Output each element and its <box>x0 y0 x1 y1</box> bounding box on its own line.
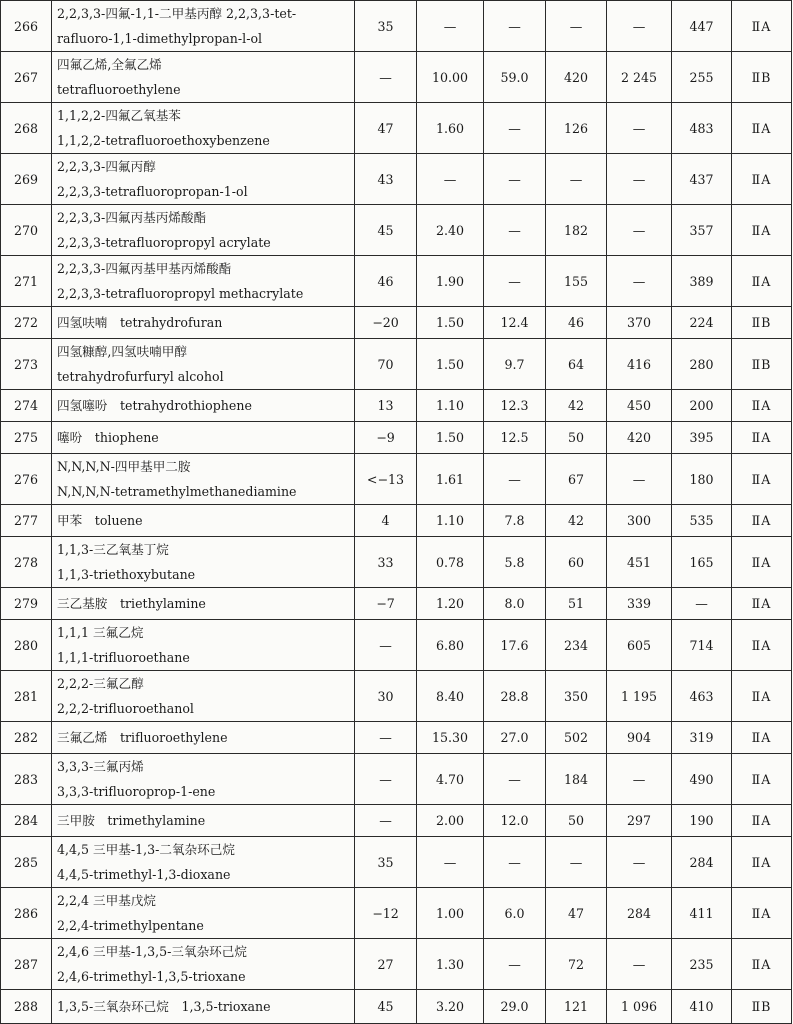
row-number: 269 <box>1 154 52 205</box>
upper-limit-mass-value: 300 <box>607 505 672 537</box>
upper-limit-mass-value: 297 <box>607 805 672 837</box>
lower-limit-mass-value: 350 <box>546 671 607 722</box>
row-number: 271 <box>1 256 52 307</box>
table-row <box>1 1 792 52</box>
table-row <box>1 671 792 722</box>
row-number: 284 <box>1 805 52 837</box>
upper-limit-mass-value: — <box>607 256 672 307</box>
ignition-temperature-value: 357 <box>672 205 732 256</box>
equipment-group-value: ⅡA <box>732 454 792 505</box>
lower-limit-vol-value: 1.10 <box>417 505 484 537</box>
substance-name-line: 1,1,2,2-四氟乙氧基苯 <box>57 108 181 123</box>
substance-name-line: 四氢呋喃 tetrahydrofuran <box>57 315 223 330</box>
upper-limit-mass-value: 1 096 <box>607 990 672 1024</box>
equipment-group-value: ⅡA <box>732 620 792 671</box>
ignition-temperature-value: 180 <box>672 454 732 505</box>
lower-limit-vol-value: 1.30 <box>417 939 484 990</box>
lower-limit-mass-value: — <box>546 1 607 52</box>
ignition-temperature-value: 224 <box>672 307 732 339</box>
substance-name <box>52 620 355 671</box>
upper-limit-mass-value: 450 <box>607 390 672 422</box>
ignition-temperature-value: 483 <box>672 103 732 154</box>
substance-name-line: 4,4,5 三甲基-1,3-二氧杂环己烷 <box>57 842 235 857</box>
equipment-group-value: ⅡA <box>732 837 792 888</box>
substance-name <box>52 537 355 588</box>
lower-limit-vol-value: 0.78 <box>417 537 484 588</box>
flash-point-value: 27 <box>355 939 417 990</box>
lower-limit-vol-value: 1.10 <box>417 390 484 422</box>
substance-name-line: 2,2,2-三氟乙醇 <box>57 676 144 691</box>
table-row <box>1 390 792 422</box>
flash-point-value: 45 <box>355 205 417 256</box>
upper-limit-mass-value: — <box>607 454 672 505</box>
upper-limit-vol-value: 6.0 <box>484 888 546 939</box>
upper-limit-mass-value: — <box>607 939 672 990</box>
equipment-group-value: ⅡA <box>732 754 792 805</box>
flash-point-value: 4 <box>355 505 417 537</box>
lower-limit-mass-value: 42 <box>546 390 607 422</box>
upper-limit-vol-value: 12.4 <box>484 307 546 339</box>
upper-limit-mass-value: — <box>607 103 672 154</box>
substance-name-line: 1,1,2,2-tetrafluoroethoxybenzene <box>57 133 270 148</box>
lower-limit-vol-value: 1.61 <box>417 454 484 505</box>
lower-limit-mass-value: 502 <box>546 722 607 754</box>
upper-limit-mass-value: 451 <box>607 537 672 588</box>
row-number: 287 <box>1 939 52 990</box>
lower-limit-vol-value: — <box>417 1 484 52</box>
equipment-group-value: ⅡA <box>732 505 792 537</box>
substance-name-line: 2,2,2-trifluoroethanol <box>57 701 194 716</box>
substance-name <box>52 103 355 154</box>
table-row <box>1 805 792 837</box>
upper-limit-mass-value: 605 <box>607 620 672 671</box>
table-row <box>1 990 792 1024</box>
lower-limit-mass-value: — <box>546 154 607 205</box>
upper-limit-vol-value: — <box>484 154 546 205</box>
flash-point-value: −20 <box>355 307 417 339</box>
lower-limit-vol-value: 3.20 <box>417 990 484 1024</box>
upper-limit-mass-value: 339 <box>607 588 672 620</box>
upper-limit-mass-value: 420 <box>607 422 672 454</box>
substance-name <box>52 722 355 754</box>
substance-name-line: 2,2,4 三甲基戊烷 <box>57 893 157 908</box>
substance-name-line: 1,1,1-trifluoroethane <box>57 650 190 665</box>
substance-name-line: 2,2,3,3-四氟丙基甲基丙烯酸酯 <box>57 261 232 276</box>
upper-limit-vol-value: 27.0 <box>484 722 546 754</box>
lower-limit-mass-value: 47 <box>546 888 607 939</box>
table-row <box>1 722 792 754</box>
flash-point-value: 47 <box>355 103 417 154</box>
ignition-temperature-value: 190 <box>672 805 732 837</box>
substance-name-line: 2,2,4-trimethylpentane <box>57 918 204 933</box>
substance-name-line: 1,3,5-三氧杂环己烷 1,3,5-trioxane <box>57 999 271 1014</box>
lower-limit-mass-value: 121 <box>546 990 607 1024</box>
table-row <box>1 154 792 205</box>
substance-name-line: rafluoro-1,1-dimethylpropan-l-ol <box>57 31 263 46</box>
substance-name <box>52 205 355 256</box>
lower-limit-mass-value: 46 <box>546 307 607 339</box>
lower-limit-mass-value: 126 <box>546 103 607 154</box>
row-number: 267 <box>1 52 52 103</box>
table-row <box>1 205 792 256</box>
equipment-group-value: ⅡA <box>732 537 792 588</box>
flash-point-value: −12 <box>355 888 417 939</box>
substance-name-line: 三甲胺 trimethylamine <box>57 813 206 828</box>
lower-limit-vol-value: — <box>417 154 484 205</box>
substance-name <box>52 671 355 722</box>
lower-limit-vol-value: 4.70 <box>417 754 484 805</box>
substance-name <box>52 339 355 390</box>
upper-limit-vol-value: — <box>484 837 546 888</box>
table-row <box>1 505 792 537</box>
lower-limit-vol-value: 1.50 <box>417 339 484 390</box>
table-row <box>1 422 792 454</box>
substance-name <box>52 588 355 620</box>
upper-limit-mass-value: 1 195 <box>607 671 672 722</box>
upper-limit-vol-value: 59.0 <box>484 52 546 103</box>
equipment-group-value: ⅡB <box>732 52 792 103</box>
equipment-group-value: ⅡA <box>732 888 792 939</box>
lower-limit-vol-value: 15.30 <box>417 722 484 754</box>
ignition-temperature-value: 200 <box>672 390 732 422</box>
row-number: 275 <box>1 422 52 454</box>
upper-limit-vol-value: 12.3 <box>484 390 546 422</box>
equipment-group-value: ⅡB <box>732 990 792 1024</box>
substance-name-line: N,N,N,N-tetramethylmethanediamine <box>57 484 297 499</box>
equipment-group-value: ⅡB <box>732 339 792 390</box>
upper-limit-vol-value: — <box>484 454 546 505</box>
upper-limit-mass-value: 284 <box>607 888 672 939</box>
row-number: 278 <box>1 537 52 588</box>
lower-limit-vol-value: 1.60 <box>417 103 484 154</box>
substance-name-line: 三氟乙烯 trifluoroethylene <box>57 730 228 745</box>
upper-limit-mass-value: 904 <box>607 722 672 754</box>
equipment-group-value: ⅡA <box>732 390 792 422</box>
upper-limit-vol-value: — <box>484 754 546 805</box>
substance-name <box>52 1 355 52</box>
ignition-temperature-value: 389 <box>672 256 732 307</box>
substance-name <box>52 754 355 805</box>
equipment-group-value: ⅡA <box>732 154 792 205</box>
lower-limit-mass-value: 184 <box>546 754 607 805</box>
equipment-group-value: ⅡA <box>732 939 792 990</box>
ignition-temperature-value: 437 <box>672 154 732 205</box>
substance-name-line: N,N,N,N-四甲基甲二胺 <box>57 459 191 474</box>
flash-point-value: 70 <box>355 339 417 390</box>
row-number: 277 <box>1 505 52 537</box>
upper-limit-vol-value: — <box>484 939 546 990</box>
row-number: 286 <box>1 888 52 939</box>
ignition-temperature-value: 411 <box>672 888 732 939</box>
upper-limit-vol-value: 5.8 <box>484 537 546 588</box>
upper-limit-vol-value: — <box>484 103 546 154</box>
substance-name <box>52 154 355 205</box>
flash-point-value: 43 <box>355 154 417 205</box>
substance-name-line: 三乙基胺 triethylamine <box>57 596 206 611</box>
upper-limit-vol-value: 12.0 <box>484 805 546 837</box>
ignition-temperature-value: 447 <box>672 1 732 52</box>
ignition-temperature-value: 284 <box>672 837 732 888</box>
lower-limit-mass-value: — <box>546 837 607 888</box>
row-number: 276 <box>1 454 52 505</box>
substance-name <box>52 805 355 837</box>
upper-limit-mass-value: — <box>607 837 672 888</box>
substance-name-line: tetrafluoroethylene <box>57 82 181 97</box>
substance-name <box>52 837 355 888</box>
equipment-group-value: ⅡA <box>732 103 792 154</box>
lower-limit-mass-value: 67 <box>546 454 607 505</box>
substance-name-line: 噻吩 thiophene <box>57 430 159 445</box>
substance-name-line: tetrahydrofurfuryl alcohol <box>57 369 224 384</box>
upper-limit-vol-value: 12.5 <box>484 422 546 454</box>
lower-limit-mass-value: 72 <box>546 939 607 990</box>
substance-name-line: 2,2,3,3-tetrafluoropropan-1-ol <box>57 184 248 199</box>
row-number: 266 <box>1 1 52 52</box>
ignition-temperature-value: 463 <box>672 671 732 722</box>
substance-name <box>52 454 355 505</box>
upper-limit-mass-value: — <box>607 1 672 52</box>
upper-limit-mass-value: — <box>607 205 672 256</box>
lower-limit-mass-value: 182 <box>546 205 607 256</box>
upper-limit-mass-value: — <box>607 154 672 205</box>
row-number: 274 <box>1 390 52 422</box>
lower-limit-vol-value: 6.80 <box>417 620 484 671</box>
substance-name-line: 2,2,3,3-tetrafluoropropyl acrylate <box>57 235 271 250</box>
table-row <box>1 754 792 805</box>
upper-limit-vol-value: 29.0 <box>484 990 546 1024</box>
substance-name-line: 3,3,3-trifluoroprop-1-ene <box>57 784 216 799</box>
table-row <box>1 454 792 505</box>
substance-name-line: 2,2,3,3-tetrafluoropropyl methacrylate <box>57 286 304 301</box>
substance-name <box>52 52 355 103</box>
ignition-temperature-value: 235 <box>672 939 732 990</box>
table-row <box>1 339 792 390</box>
row-number: 279 <box>1 588 52 620</box>
upper-limit-vol-value: — <box>484 1 546 52</box>
row-number: 283 <box>1 754 52 805</box>
row-number: 285 <box>1 837 52 888</box>
equipment-group-value: ⅡA <box>732 205 792 256</box>
upper-limit-mass-value: — <box>607 754 672 805</box>
upper-limit-vol-value: 7.8 <box>484 505 546 537</box>
table-row <box>1 939 792 990</box>
lower-limit-mass-value: 50 <box>546 805 607 837</box>
substance-name <box>52 505 355 537</box>
flash-point-value: 30 <box>355 671 417 722</box>
flash-point-value: 33 <box>355 537 417 588</box>
flash-point-value: — <box>355 805 417 837</box>
table-row <box>1 256 792 307</box>
equipment-group-value: ⅡA <box>732 1 792 52</box>
flash-point-value: −9 <box>355 422 417 454</box>
lower-limit-mass-value: 64 <box>546 339 607 390</box>
lower-limit-mass-value: 50 <box>546 422 607 454</box>
lower-limit-vol-value: — <box>417 837 484 888</box>
ignition-temperature-value: 535 <box>672 505 732 537</box>
lower-limit-vol-value: 2.40 <box>417 205 484 256</box>
ignition-temperature-value: — <box>672 588 732 620</box>
substance-name-line: 2,2,3,3-四氟丙醇 <box>57 159 156 174</box>
table-row <box>1 537 792 588</box>
ignition-temperature-value: 255 <box>672 52 732 103</box>
upper-limit-mass-value: 2 245 <box>607 52 672 103</box>
flash-point-value: 35 <box>355 1 417 52</box>
row-number: 270 <box>1 205 52 256</box>
table-row <box>1 307 792 339</box>
table-row <box>1 837 792 888</box>
ignition-temperature-value: 319 <box>672 722 732 754</box>
substance-name-line: 四氢噻吩 tetrahydrothiophene <box>57 398 252 413</box>
upper-limit-vol-value: — <box>484 205 546 256</box>
substance-name <box>52 307 355 339</box>
ignition-temperature-value: 395 <box>672 422 732 454</box>
lower-limit-vol-value: 10.00 <box>417 52 484 103</box>
equipment-group-value: ⅡA <box>732 588 792 620</box>
table-row <box>1 888 792 939</box>
row-number: 272 <box>1 307 52 339</box>
lower-limit-vol-value: 1.90 <box>417 256 484 307</box>
lower-limit-vol-value: 2.00 <box>417 805 484 837</box>
flash-point-value: <−13 <box>355 454 417 505</box>
lower-limit-vol-value: 8.40 <box>417 671 484 722</box>
row-number: 273 <box>1 339 52 390</box>
substance-name-line: 1,1,3-triethoxybutane <box>57 567 196 582</box>
lower-limit-mass-value: 51 <box>546 588 607 620</box>
table-row <box>1 103 792 154</box>
substance-name-line: 甲苯 toluene <box>57 513 143 528</box>
ignition-temperature-value: 490 <box>672 754 732 805</box>
substance-name <box>52 888 355 939</box>
equipment-group-value: ⅡA <box>732 671 792 722</box>
equipment-group-value: ⅡA <box>732 256 792 307</box>
equipment-group-value: ⅡA <box>732 422 792 454</box>
lower-limit-mass-value: 420 <box>546 52 607 103</box>
ignition-temperature-value: 165 <box>672 537 732 588</box>
flash-point-value: 13 <box>355 390 417 422</box>
flash-point-value: 45 <box>355 990 417 1024</box>
lower-limit-vol-value: 1.20 <box>417 588 484 620</box>
substance-name <box>52 390 355 422</box>
substance-name-line: 四氟乙烯,全氟乙烯 <box>57 57 162 72</box>
row-number: 281 <box>1 671 52 722</box>
substance-name <box>52 422 355 454</box>
row-number: 280 <box>1 620 52 671</box>
flash-point-value: −7 <box>355 588 417 620</box>
lower-limit-vol-value: 1.00 <box>417 888 484 939</box>
substance-name-line: 2,2,3,3-四氟丙基丙烯酸酯 <box>57 210 207 225</box>
substance-name <box>52 256 355 307</box>
substance-name-line: 3,3,3-三氟丙烯 <box>57 759 144 774</box>
row-number: 268 <box>1 103 52 154</box>
lower-limit-vol-value: 1.50 <box>417 422 484 454</box>
row-number: 288 <box>1 990 52 1024</box>
table-body <box>1 1 792 1024</box>
lower-limit-mass-value: 42 <box>546 505 607 537</box>
flash-point-value: — <box>355 722 417 754</box>
upper-limit-mass-value: 370 <box>607 307 672 339</box>
table-row <box>1 52 792 103</box>
substance-name <box>52 990 355 1024</box>
flash-point-value: — <box>355 620 417 671</box>
substance-name-line: 1,1,1 三氟乙烷 <box>57 625 144 640</box>
upper-limit-vol-value: — <box>484 256 546 307</box>
flash-point-value: 35 <box>355 837 417 888</box>
equipment-group-value: ⅡA <box>732 805 792 837</box>
lower-limit-mass-value: 60 <box>546 537 607 588</box>
substance-name-line: 4,4,5-trimethyl-1,3-dioxane <box>57 867 231 882</box>
table-row <box>1 588 792 620</box>
lower-limit-mass-value: 234 <box>546 620 607 671</box>
table-row <box>1 620 792 671</box>
upper-limit-vol-value: 17.6 <box>484 620 546 671</box>
upper-limit-vol-value: 28.8 <box>484 671 546 722</box>
upper-limit-vol-value: 9.7 <box>484 339 546 390</box>
substance-name-line: 四氢糠醇,四氢呋喃甲醇 <box>57 344 187 359</box>
flash-point-value: — <box>355 754 417 805</box>
flash-point-value: 46 <box>355 256 417 307</box>
ignition-temperature-value: 280 <box>672 339 732 390</box>
equipment-group-value: ⅡB <box>732 307 792 339</box>
substance-name-line: 1,1,3-三乙氧基丁烷 <box>57 542 169 557</box>
upper-limit-vol-value: 8.0 <box>484 588 546 620</box>
substance-name-line: 2,4,6 三甲基-1,3,5-三氧杂环己烷 <box>57 944 247 959</box>
upper-limit-mass-value: 416 <box>607 339 672 390</box>
substance-name-line: 2,4,6-trimethyl-1,3,5-trioxane <box>57 969 246 984</box>
substance-name <box>52 939 355 990</box>
ignition-temperature-value: 410 <box>672 990 732 1024</box>
ignition-temperature-value: 714 <box>672 620 732 671</box>
substance-name-line: 2,2,3,3-四氟-1,1-二甲基丙醇 2,2,3,3-tet- <box>57 6 297 21</box>
equipment-group-value: ⅡA <box>732 722 792 754</box>
row-number: 282 <box>1 722 52 754</box>
lower-limit-mass-value: 155 <box>546 256 607 307</box>
flash-point-value: — <box>355 52 417 103</box>
lower-limit-vol-value: 1.50 <box>417 307 484 339</box>
